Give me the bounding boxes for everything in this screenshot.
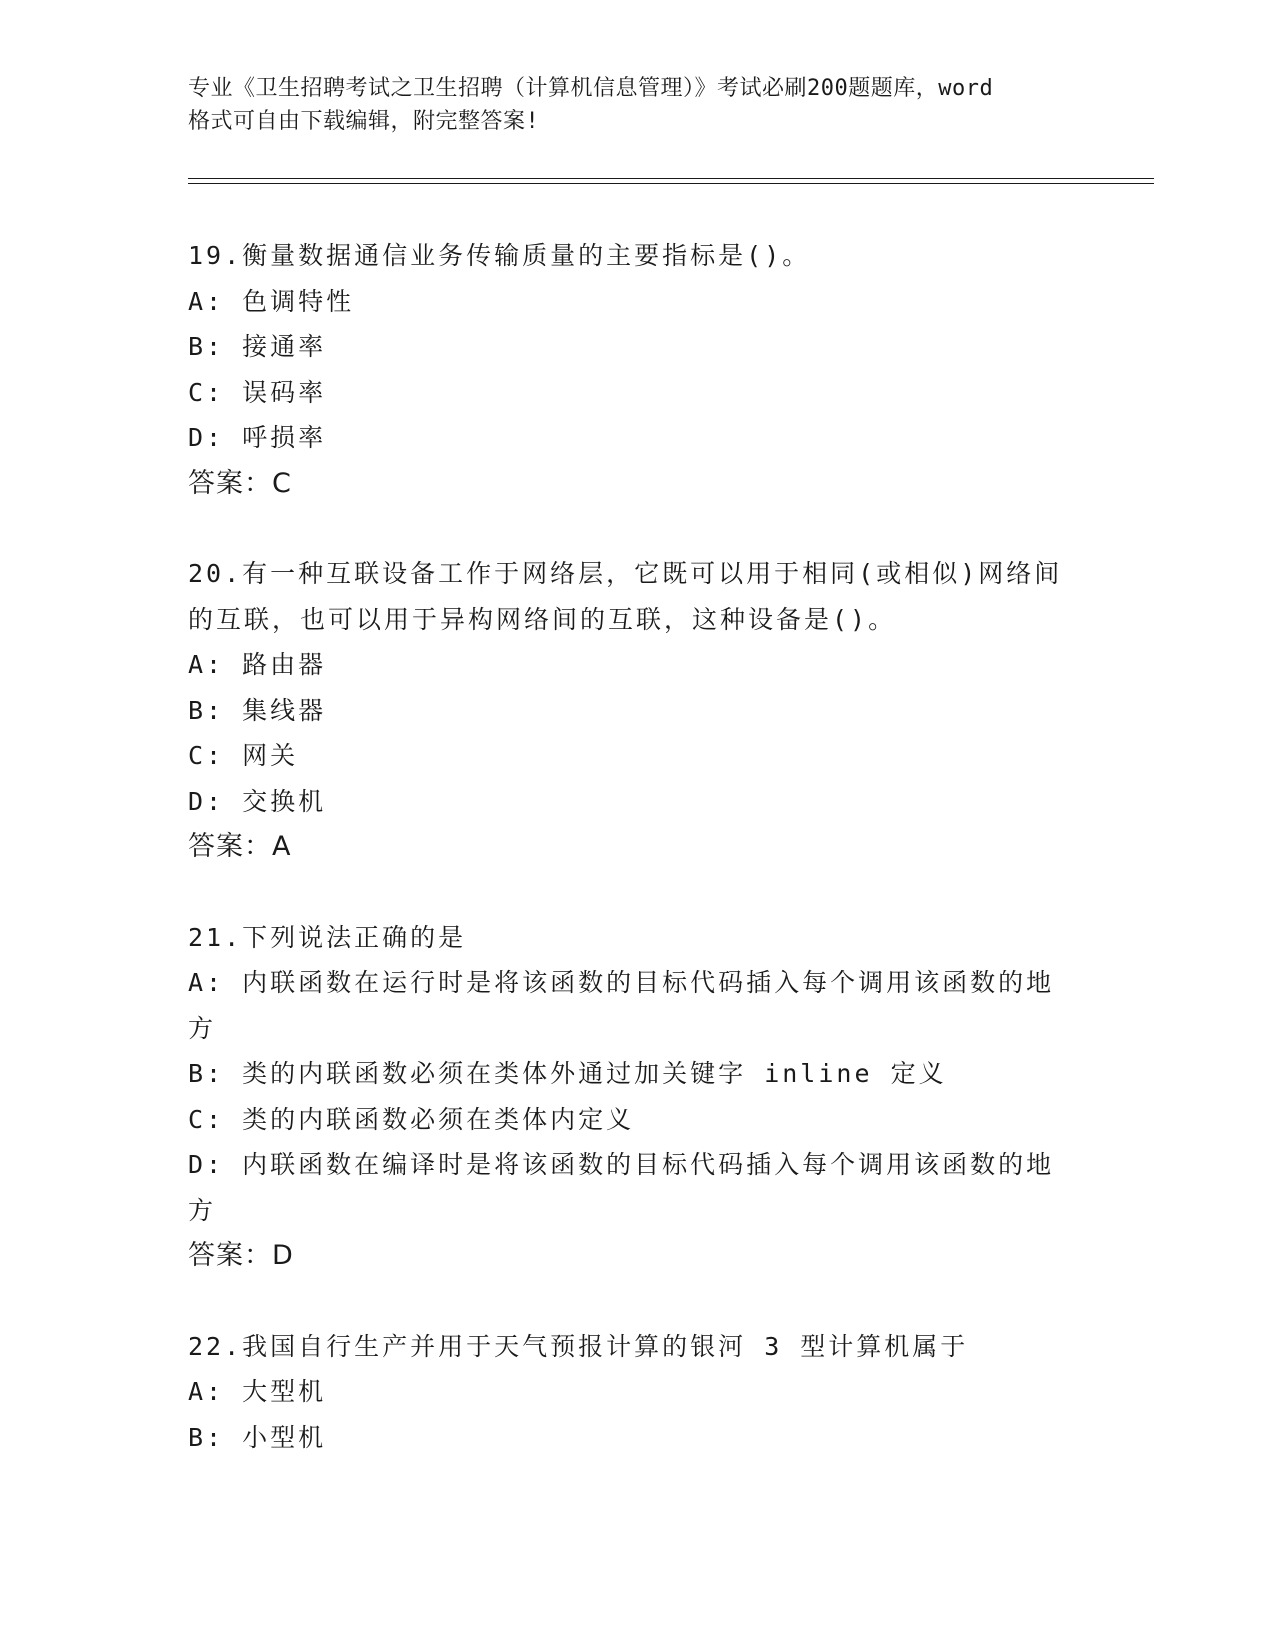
option-d: D: 交换机 [188,786,327,816]
option-d: D: 内联函数在编译时是将该函数的目标代码插入每个调用该函数的地 [188,1150,1055,1179]
option-c: C: 类的内联函数必须在类体内定义 [188,1104,635,1134]
question-19 [188,233,1088,506]
option-c: C: 网关 [188,741,299,770]
question-stem: 22.我国自行生产并用于天气预报计算的银河 3 型计算机属于 [188,1331,969,1361]
question-20 [188,551,1088,870]
header-line-1: 专业《卫生招聘考试之卫生招聘（计算机信息管理）》考试必刷200题题库，word [188,76,994,101]
question-stem: 21.下列说法正确的是 [188,922,467,952]
option-c: C: 误码率 [188,377,327,407]
option-a: A: 大型机 [188,1377,327,1406]
answer-line: 答案：D [188,1240,294,1271]
question-list [188,233,1088,1505]
option-a: A: 内联函数在运行时是将该函数的目标代码插入每个调用该函数的地 [188,968,1055,997]
option-b: B: 接通率 [188,332,327,361]
option-d: D: 呼损率 [188,423,327,452]
header-line-2: 格式可自由下载编辑，附完整答案! [188,109,540,134]
header-divider-bottom [188,183,1154,184]
question-stem-continued: 的互联，也可以用于异构网络间的互联，这种设备是()。 [188,604,897,634]
option-a: A: 色调特性 [188,286,355,316]
option-d-continued: 方 [188,1195,217,1225]
header-divider-top [188,178,1154,179]
question-22 [188,1324,1088,1461]
answer-line: 答案：C [188,467,292,499]
option-b: B: 集线器 [188,695,327,725]
document-header [188,72,1088,138]
option-b: B: 类的内联函数必须在类体外通过加关键字 inline 定义 [188,1059,947,1088]
question-stem: 20.有一种互联设备工作于网络层，它既可以用于相同(或相似)网络间 [188,559,1063,588]
question-21 [188,915,1088,1279]
option-a-continued: 方 [188,1013,217,1043]
question-stem: 19.衡量数据通信业务传输质量的主要指标是()。 [188,241,811,270]
option-a: A: 路由器 [188,650,327,679]
answer-line: 答案：A [188,831,292,862]
option-b: B: 小型机 [188,1422,327,1452]
